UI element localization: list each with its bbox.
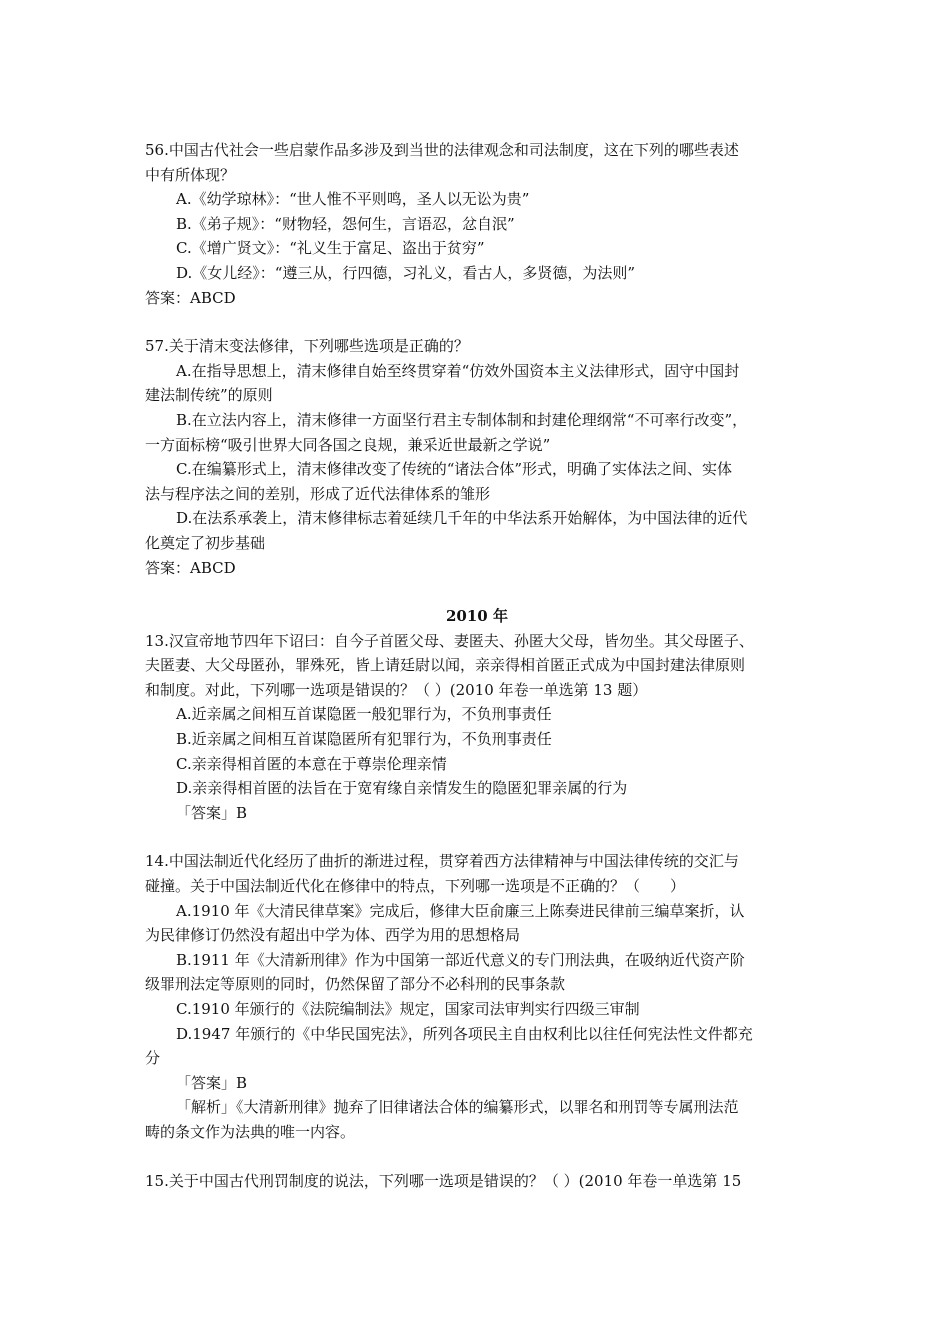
question-stem: 夫匿妻、大父母匿孙，罪殊死，皆上请廷尉以闻，亲亲得相首匿正式成为中国封建法律原则 xyxy=(145,656,746,675)
question-13 xyxy=(145,629,809,826)
option-a: A.近亲属之间相互首谋隐匿一般犯罪行为，不负刑事责任 xyxy=(176,705,552,724)
option-c: C.在编纂形式上，清末修律改变了传统的“诸法合体”形式，明确了实体法之间、实体 xyxy=(176,460,733,479)
option-a: A.1910 年《大清民律草案》完成后，修律大臣俞廉三上陈奏进民律前三编草案折，认 xyxy=(176,901,745,920)
option-a: A.《幼学琼林》：“世人惟不平则鸣，圣人以无讼为贵” xyxy=(176,190,530,209)
option-a-cont: 建法制传统”的原则 xyxy=(145,386,273,405)
option-a: A.在指导思想上，清末修律自始至终贯穿着“仿效外国资本主义法律形式，固守中国封 xyxy=(176,361,740,380)
year-heading: 2010 年 xyxy=(446,607,508,626)
option-c: C.《增广贤文》：“礼义生于富足、盗出于贫穷” xyxy=(176,239,485,258)
option-a-cont: 为民律修订仍然没有超出中学为体、西学为用的思想格局 xyxy=(145,926,521,945)
question-stem: 15.关于中国古代刑罚制度的说法，下列哪一选项是错误的？（ ）(2010 年卷一单选第 15 xyxy=(145,1171,742,1190)
option-c: C.1910 年颁行的《法院编制法》规定，国家司法审判实行四级三审制 xyxy=(176,1000,640,1018)
question-57 xyxy=(145,334,809,580)
option-b: B.1911 年《大清新刑律》作为中国第一部近代意义的专门刑法典，在吸纳近代资产阶 xyxy=(176,950,745,969)
option-d-cont: 分 xyxy=(145,1049,161,1068)
answer: 答案：ABCD xyxy=(145,288,236,307)
document-page xyxy=(145,138,809,1193)
question-56 xyxy=(145,138,809,310)
analysis-cont: 畴的条文作为法典的唯一内容。 xyxy=(145,1122,356,1141)
question-stem: 56.中国古代社会一些启蒙作品多涉及到当世的法律观念和司法制度，这在下列的哪些表述 xyxy=(145,141,739,159)
question-14 xyxy=(145,849,809,1144)
option-d: D.1947 年颁行的《中华民国宪法》，所列各项民主自由权利比以往任何宪法性文件都充 xyxy=(176,1024,753,1043)
option-b: B.《弟子规》：“财物轻，怨何生，言语忍，忿自泯” xyxy=(176,214,515,233)
question-stem: 14.中国法制近代化经历了曲折的渐进过程，贯穿着西方法律精神与中国法律传统的交汇与 xyxy=(145,852,739,871)
option-c-cont: 法与程序法之间的差别，形成了近代法律体系的雏形 xyxy=(145,484,491,503)
option-b-cont: 一方面标榜“吸引世界大同各国之良规，兼采近世最新之学说” xyxy=(145,435,551,454)
answer: 「答案」B xyxy=(176,803,248,822)
question-stem: 57.关于清末变法修律，下列哪些选项是正确的？ xyxy=(145,337,469,356)
question-stem: 碰撞。关于中国法制近代化在修律中的特点，下列哪一选项是不正确的？（ ） xyxy=(145,877,686,896)
option-b: B.近亲属之间相互首谋隐匿所有犯罪行为，不负刑事责任 xyxy=(176,730,552,749)
analysis: 「解析」《大清新刑律》抛弃了旧律诸法合体的编纂形式，以罪名和刑罚等专属刑法范 xyxy=(176,1098,739,1117)
option-d: D.亲亲得相首匿的法旨在于宽宥缘自亲情发生的隐匿犯罪亲属的行为 xyxy=(176,779,628,798)
question-15 xyxy=(145,1169,809,1194)
answer: 「答案」B xyxy=(176,1073,248,1092)
question-stem: 13.汉宣帝地节四年下诏曰：自今子首匿父母、妻匿夫、孙匿大父母，皆勿坐。其父母匿子、 xyxy=(145,631,754,650)
option-b-cont: 级罪刑法定等原则的同时，仍然保留了部分不必科刑的民事条款 xyxy=(145,975,566,994)
option-b: B.在立法内容上，清末修律一方面坚行君主专制体制和封建伦理纲常“不可率行改变”， xyxy=(176,410,748,429)
answer: 答案：ABCD xyxy=(145,558,236,577)
question-stem: 中有所体现？ xyxy=(145,165,236,184)
option-d-cont: 化奠定了初步基础 xyxy=(145,533,266,552)
option-d: D.在法系承袭上，清末修律标志着延续几千年的中华法系开始解体，为中国法律的近代 xyxy=(176,509,748,528)
question-stem: 和制度。对此，下列哪一选项是错误的？（ ）(2010 年卷一单选第 13 题） xyxy=(145,680,648,699)
option-d: D.《女儿经》：“遵三从，行四德，习礼义，看古人，多贤德，为法则” xyxy=(176,263,636,282)
option-c: C.亲亲得相首匿的本意在于尊崇伦理亲情 xyxy=(176,754,447,773)
